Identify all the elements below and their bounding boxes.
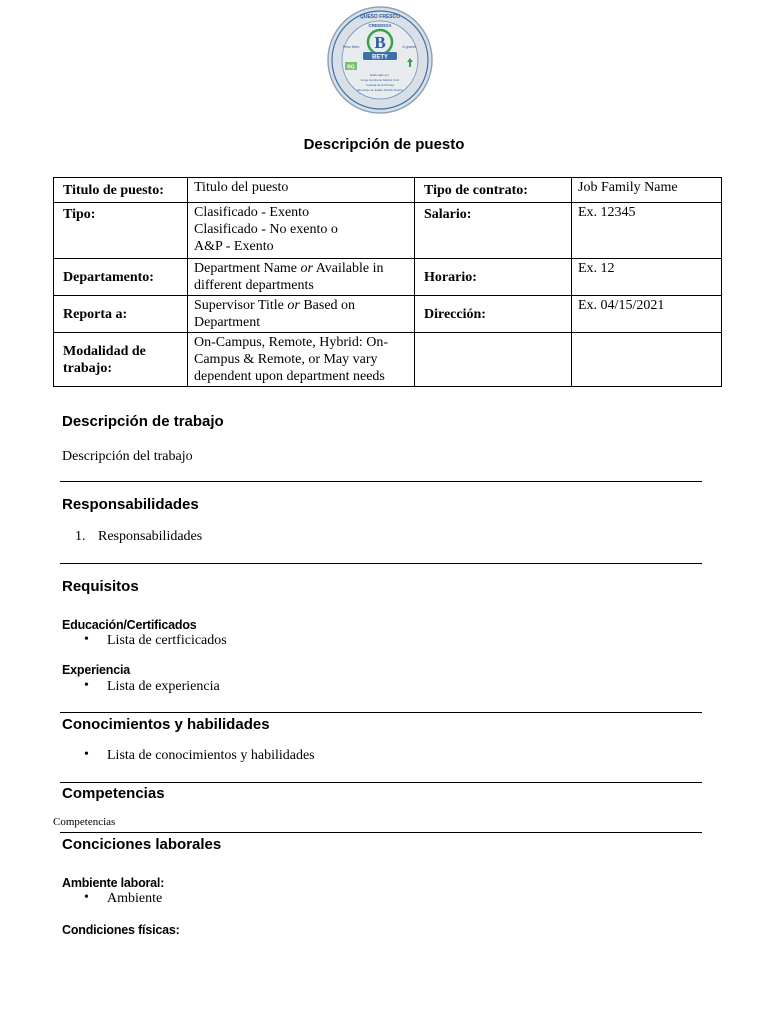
section-heading-requirements: Requisitos bbox=[62, 578, 139, 595]
schedule-label: Horario: bbox=[415, 259, 572, 296]
list-number: 1. bbox=[75, 529, 86, 544]
svg-text:CREMOSA: CREMOSA bbox=[368, 23, 392, 28]
empty-cell bbox=[572, 333, 722, 387]
section-heading-work-conditions: Conciciones laborales bbox=[62, 836, 222, 853]
divider bbox=[60, 563, 702, 564]
environment-item: Ambiente bbox=[107, 891, 163, 906]
table-row bbox=[54, 259, 722, 296]
subheading-work-environment: Ambiente laboral: bbox=[62, 876, 165, 890]
job-title-label: Titulo de puesto: bbox=[54, 178, 188, 203]
svg-text:Municipio de Felipe Carrillo P: Municipio de Felipe Carrillo Puerto bbox=[357, 88, 403, 92]
address-value: Ex. 04/15/2021 bbox=[572, 296, 722, 333]
svg-text:BETY: BETY bbox=[371, 54, 389, 61]
subheading-education: Educación/Certificados bbox=[62, 618, 197, 632]
empty-cell bbox=[415, 333, 572, 387]
table-row bbox=[54, 178, 722, 203]
subheading-physical-conditions: Condiciones físicas: bbox=[62, 923, 180, 937]
job-info-table bbox=[53, 177, 722, 387]
address-label: Dirección: bbox=[415, 296, 572, 333]
table-row bbox=[54, 296, 722, 333]
responsibility-item: Responsabilidades bbox=[98, 529, 203, 544]
section-heading-competencies: Competencias bbox=[62, 785, 165, 802]
divider bbox=[60, 712, 702, 713]
work-mode-value: On-Campus, Remote, Hybrid: On-Campus & Remote, or May vary dependent upon department needs bbox=[188, 333, 415, 387]
contract-type-label: Tipo de contrato: bbox=[415, 178, 572, 203]
job-title-value: Titulo del puesto bbox=[188, 178, 415, 203]
document-title: Descripción de puesto bbox=[303, 136, 465, 153]
company-logo-seal bbox=[327, 6, 433, 114]
divider bbox=[60, 481, 702, 482]
svg-text:Colonia de la Prensa: Colonia de la Prensa bbox=[366, 83, 394, 87]
type-value bbox=[188, 203, 415, 259]
type-option: Clasificado - No exento o bbox=[194, 222, 338, 237]
reports-to-label: Reporta a: bbox=[54, 296, 188, 333]
svg-text:Jorge Humberto Muñoz Cruz: Jorge Humberto Muñoz Cruz bbox=[360, 78, 400, 82]
contract-type-value: Job Family Name bbox=[572, 178, 722, 203]
bullet-icon: • bbox=[84, 890, 89, 905]
type-option: A&P - Exento bbox=[194, 239, 274, 254]
svg-text:RG: RG bbox=[347, 64, 355, 71]
section-heading-knowledge-skills: Conocimientos y habilidades bbox=[62, 716, 270, 733]
reports-to-value: Supervisor Title or Based on Department bbox=[188, 296, 415, 333]
divider bbox=[60, 832, 702, 833]
divider bbox=[60, 782, 702, 783]
type-option: Clasificado - Exento bbox=[194, 205, 310, 220]
job-description-text: Descripción del trabajo bbox=[62, 449, 193, 464]
department-label: Departamento: bbox=[54, 259, 188, 296]
bullet-icon: • bbox=[84, 632, 89, 647]
education-item: Lista de certficicados bbox=[107, 633, 227, 648]
table-row bbox=[54, 203, 722, 259]
work-mode-label: Modalidad de trabajo: bbox=[54, 333, 188, 387]
knowledge-item: Lista de conocimientos y habilidades bbox=[107, 748, 315, 763]
svg-text:Peso Neto: Peso Neto bbox=[342, 45, 360, 49]
schedule-value: Ex. 12 bbox=[572, 259, 722, 296]
competencies-text: Competencias bbox=[53, 816, 116, 828]
experience-item: Lista de experiencia bbox=[107, 679, 220, 694]
svg-text:A granel: A granel bbox=[402, 45, 416, 49]
salary-value: Ex. 12345 bbox=[572, 203, 722, 259]
bullet-icon: • bbox=[84, 747, 89, 762]
type-label: Tipo: bbox=[54, 203, 188, 259]
svg-text:QUESO FRESCO: QUESO FRESCO bbox=[359, 14, 401, 20]
bullet-icon: • bbox=[84, 678, 89, 693]
section-heading-responsibilities: Responsabilidades bbox=[62, 496, 199, 513]
department-value: Department Name or Available in different departments bbox=[188, 259, 415, 296]
svg-text:Elaborado por:: Elaborado por: bbox=[370, 73, 390, 77]
table-row bbox=[54, 333, 722, 387]
svg-text:B: B bbox=[374, 33, 386, 52]
subheading-experience: Experiencia bbox=[62, 663, 130, 677]
section-heading-job-description: Descripción de trabajo bbox=[62, 413, 224, 430]
salary-label: Salario: bbox=[415, 203, 572, 259]
